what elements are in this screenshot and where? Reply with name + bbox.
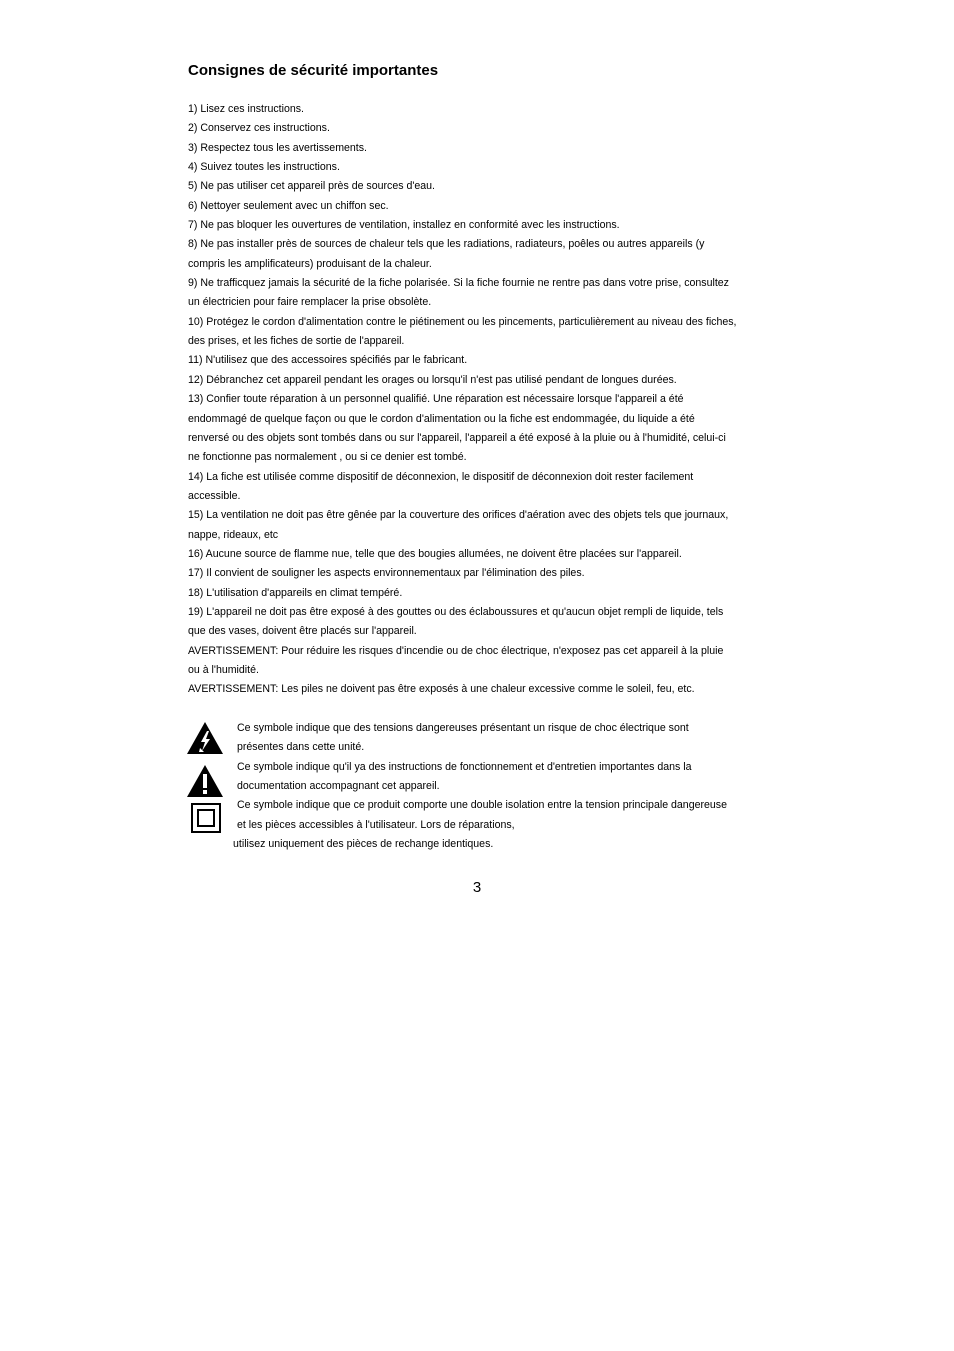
instruction-line: 7) Ne pas bloquer les ouvertures de ventilation, installez en conformité avec les instructions.: [188, 219, 620, 232]
warning-line: AVERTISSEMENT: Pour réduire les risques d'incendie ou de choc électrique, n'exposez pas cet appareil à la pluie: [188, 644, 724, 657]
page-number: 3: [472, 879, 482, 896]
instruction-line: 2) Conservez ces instructions.: [188, 122, 330, 135]
instruction-line: compris les amplificateurs) produisant de la chaleur.: [188, 257, 432, 270]
warning-line: ou à l'humidité.: [188, 663, 259, 676]
instruction-line: 16) Aucune source de flamme nue, telle que des bougies allumées, ne doivent être placées sur l'appareil.: [188, 547, 682, 560]
double-insulation-icon: [186, 802, 222, 841]
instruction-line: 12) Débranchez cet appareil pendant les orages ou lorsqu'il n'est pas utilisé pendant de longues durées.: [188, 373, 677, 386]
symbol-description: Ce symbole indique que des tensions dangereuses présentant un risque de choc électrique sont: [237, 722, 689, 734]
instruction-line: 9) Ne trafficquez jamais la sécurité de la fiche polarisée. Si la fiche fournie ne rentre pas dans votre prise, consultez: [188, 277, 729, 290]
double-insulation-symbol-row: [186, 796, 766, 835]
symbol-description: utilisez uniquement des pièces de rechange identiques.: [233, 838, 494, 851]
instruction-line: un électricien pour faire remplacer la prise obsolète.: [188, 296, 432, 309]
lightning-symbol-row: [186, 719, 766, 758]
instruction-line: endommagé de quelque façon ou que le cordon d'alimentation ou la fiche est endommagée, du liquide a été: [188, 412, 695, 425]
instruction-line: accessible.: [188, 489, 241, 502]
warning-line: AVERTISSEMENT: Les piles ne doivent pas être exposés à une chaleur excessive comme le soleil, feu, etc.: [188, 683, 695, 696]
instruction-line: 3) Respectez tous les avertissements.: [188, 141, 367, 154]
instruction-line: nappe, rideaux, etc: [188, 528, 279, 541]
exclamation-symbol-row: [186, 758, 766, 797]
instruction-line: des prises, et les fiches de sortie de l'appareil.: [188, 335, 405, 348]
instruction-line: 6) Nettoyer seulement avec un chiffon sec.: [188, 199, 389, 212]
instruction-line: 13) Confier toute réparation à un personnel qualifié. Une réparation est nécessaire lorsque l'appareil a été: [188, 393, 684, 406]
lightning-warning-icon: [186, 721, 224, 762]
instruction-line: 11) N'utilisez que des accessoires spécifiés par le fabricant.: [188, 354, 468, 367]
symbol-description: Ce symbole indique qu'il ya des instructions de fonctionnement et d'entretien importantes dans la: [237, 760, 692, 773]
instruction-line: 15) La ventilation ne doit pas être gênée par la couverture des orifices d'aération avec des objets tels que journaux,: [188, 509, 729, 522]
instruction-line: renversé ou des objets sont tombés dans ou sur l'appareil, l'appareil a été exposé à la pluie ou à l'humidité, celui-ci: [188, 431, 726, 444]
instruction-line: 18) L'utilisation d'appareils en climat tempéré.: [188, 586, 403, 599]
symbol-description: documentation accompagnant cet appareil.: [237, 780, 440, 793]
safety-instructions-list: [188, 100, 764, 700]
instruction-line: 8) Ne pas installer près de sources de chaleur tels que les radiations, radiateurs, poêles ou autres appareils (y: [188, 238, 705, 251]
instruction-line: 5) Ne pas utiliser cet appareil près de sources d'eau.: [188, 180, 435, 193]
instruction-line: 10) Protégez le cordon d'alimentation contre le piétinement ou les pincements, particulièrement au niveau des fiches,: [188, 315, 737, 328]
instruction-line: que des vases, doivent être placés sur l'appareil.: [188, 625, 417, 638]
symbol-description: et les pièces accessibles à l'utilisateur. Lors de réparations,: [237, 818, 515, 831]
instruction-line: ne fonctionne pas normalement , ou si ce denier est tombé.: [188, 451, 467, 464]
instruction-line: 4) Suivez toutes les instructions.: [188, 161, 340, 174]
safety-symbols-section: [186, 719, 766, 854]
instruction-line: 19) L'appareil ne doit pas être exposé à des gouttes ou des éclaboussures et qu'aucun objet rempli de liquide, tels: [188, 605, 724, 618]
page-title: Consignes de sécurité importantes: [188, 62, 439, 79]
symbol-description: Ce symbole indique que ce produit comporte une double isolation entre la tension principale dangereuse: [237, 799, 727, 812]
instruction-line: 14) La fiche est utilisée comme dispositif de déconnexion, le dispositif de déconnexion doit rester facilement: [188, 470, 694, 483]
symbol-description: présentes dans cette unité.: [237, 741, 365, 754]
instruction-line: 17) Il convient de souligner les aspects environnementaux par l'élimination des piles.: [188, 567, 585, 580]
instruction-line: 1) Lisez ces instructions.: [188, 103, 304, 115]
